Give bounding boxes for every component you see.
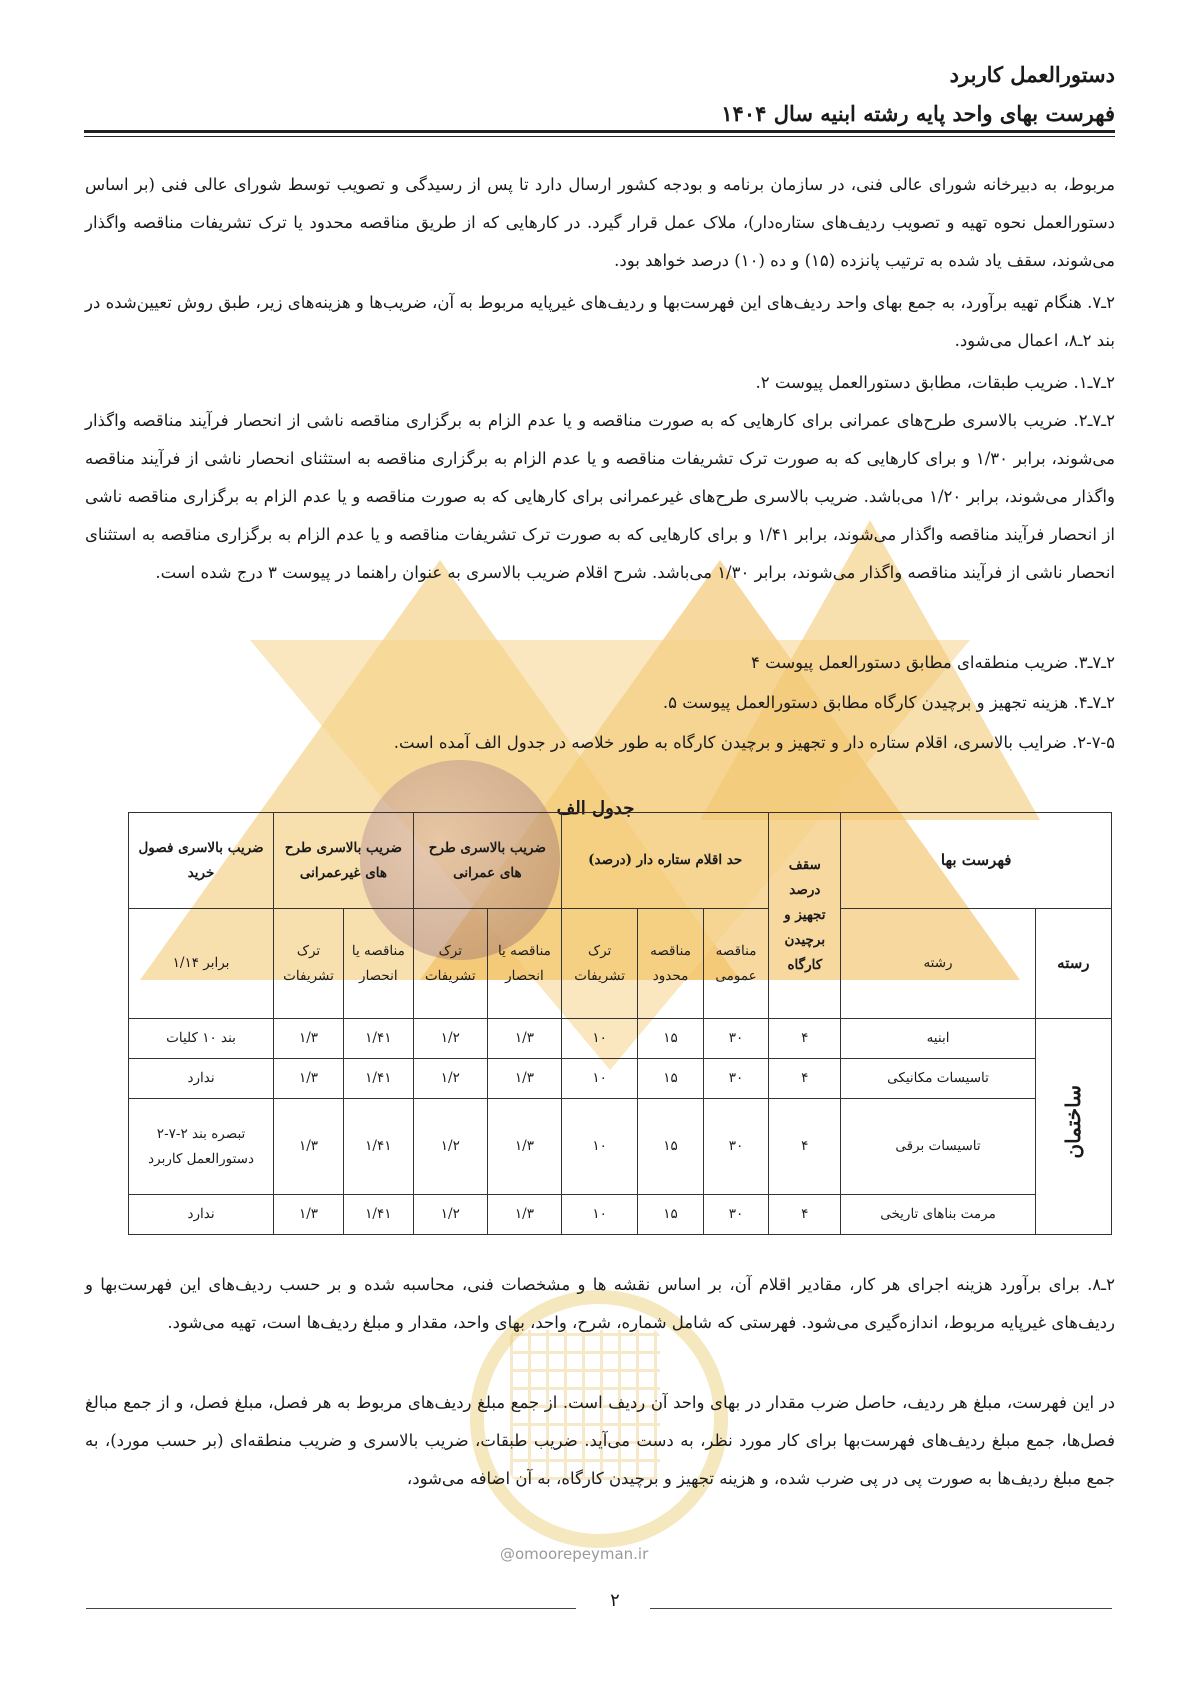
noncivil-waiver-cell: ۱/۳: [274, 1195, 344, 1235]
noncivil-tender-cell: ۱/۴۱: [343, 1059, 413, 1099]
header-rule: [84, 130, 1115, 133]
sub-tender-monopoly: مناقصه یا انحصار: [487, 909, 561, 1019]
header-star-items: حد اقلام ستاره دار (درصد): [562, 813, 769, 909]
sub-limited-tender: مناقصه محدود: [638, 909, 704, 1019]
cap-cell: ۴: [769, 1019, 841, 1059]
limited-cell: ۱۵: [638, 1195, 704, 1235]
limited-cell: ۱۵: [638, 1059, 704, 1099]
waiver-cell: ۱۰: [562, 1099, 638, 1195]
paragraph: ۲ـ۷ـ۲. ضریب بالاسری طرح‌های عمرانی برای کارهایی که به صورت مناقصه و یا عدم الزام به برگزاری مناقصه ناشی از انحصار فرآیند مناقصه واگذار می‌شوند، برابر ۱/۳۰ و برای کارهایی که به صورت ترک تشریفات مناقصه و یا عدم الزام به برگزاری مناقصه به استثنای انحصار ناشی از فرآیند مناقصه واگذار می‌شوند، برابر ۱/۲۰ می‌باشد. ضریب بالاسری طرح‌های غیرعمرانی برای کارهایی که به صورت مناقصه و یا عدم الزام به برگزاری مناقصه ناشی از انحصار فرآیند مناقصه واگذار می‌شوند، برابر ۱/۴۱ و برای کارهایی که به صورت ترک تشریفات مناقصه و یا عدم الزام به برگزاری مناقصه به استثنای انحصار ناشی از فرآیند مناقصه واگذار می‌شوند، برابر ۱/۳۰ می‌باشد. شرح اقلام ضریب بالاسری به عنوان راهنما در پیوست ۳ درج شده است.: [85, 411, 1116, 582]
noncivil-waiver-cell: ۱/۳: [274, 1019, 344, 1059]
table-row: [129, 1019, 1112, 1059]
header-field: رشته: [841, 909, 1035, 1019]
civil-waiver-cell: ۱/۲: [413, 1099, 487, 1195]
waiver-cell: ۱۰: [562, 1059, 638, 1099]
table-caption: جدول الف: [556, 798, 635, 819]
purchase-cell: بند ۱۰ کلیات: [129, 1019, 274, 1059]
purchase-cell: ندارد: [129, 1195, 274, 1235]
noncivil-tender-cell: ۱/۴۱: [343, 1099, 413, 1195]
field-cell: تاسیسات مکانیکی: [841, 1059, 1035, 1099]
field-cell: مرمت بناهای تاریخی: [841, 1195, 1035, 1235]
noncivil-waiver-cell: ۱/۳: [274, 1099, 344, 1195]
sub-waiver: ترک تشریفات: [274, 909, 344, 1019]
table-row: [129, 1059, 1112, 1099]
limited-cell: ۱۵: [638, 1019, 704, 1059]
page-header: [721, 62, 1115, 126]
header-rule: [84, 136, 1115, 137]
public-cell: ۳۰: [703, 1059, 769, 1099]
header-purchase-overhead: ضریب بالاسری فصول خرید: [129, 813, 274, 909]
header-noncivil-overhead: ضریب بالاسری طرح های غیرعمرانی: [274, 813, 414, 909]
public-cell: ۳۰: [703, 1195, 769, 1235]
paragraph: در این فهرست، مبلغ هر ردیف، حاصل ضرب مقدار در بهای واحد آن ردیف است. از جمع مبلغ ردیف‌های مربوط به هر فصل، مبلغ فصل، و از جمع مبالغ فصل‌ها، جمع مبلغ ردیف‌های فهرست‌بها برای کار مورد نظر، به دست می‌آید. ضریب طبقات، ضریب بالاسری و ضریب منطقه‌ای (بر حسب مورد)، به جمع مبلغ ردیف‌ها به صورت پی در پی ضرب شده، و هزینه تجهیز و برچیدن کارگاه، به آن اضافه می‌شود،: [85, 1393, 1115, 1488]
noncivil-tender-cell: ۱/۴۱: [343, 1019, 413, 1059]
public-cell: ۳۰: [703, 1019, 769, 1059]
cap-cell: ۴: [769, 1195, 841, 1235]
cap-cell: ۴: [769, 1099, 841, 1195]
paragraph: ۲-۷-۵. ضرایب بالاسری، اقلام ستاره دار و تجهیز و برچیدن کارگاه به طور خلاصه در جدول الف آمده است.: [393, 733, 1115, 752]
waiver-cell: ۱۰: [562, 1195, 638, 1235]
paragraph: مربوط، به دبیرخانه شورای عالی فنی، در سازمان برنامه و بودجه کشور ارسال دارد تا پس از رسیدگی و تصویب توسط شورای عالی فنی (بر اساس دستورالعمل نحوه تهیه و تصویب ردیف‌های ستاره‌دار)، ملاک عمل قرار گیرد. در کارهایی که از طریق مناقصه محدود یا ترک تشریفات مناقصه واگذار می‌شوند، سقف یاد شده به ترتیب پانزده (۱۵) و ده (۱۰) درصد خواهد بود.: [85, 175, 1115, 270]
civil-waiver-cell: ۱/۲: [413, 1019, 487, 1059]
field-cell: ابنیه: [841, 1019, 1035, 1059]
page-number: ۲: [610, 1590, 620, 1611]
paragraph: ۲ـ۷ـ۴. هزینه تجهیز و برچیدن کارگاه مطابق دستورالعمل پیوست ۵.: [662, 693, 1115, 712]
group-name: ساختمان: [1060, 1085, 1085, 1159]
sub-waiver: ترک تشریفات: [413, 909, 487, 1019]
group-cell: [1035, 1019, 1111, 1235]
civil-tender-cell: ۱/۳: [487, 1059, 561, 1099]
header-title: دستورالعمل کاربرد: [949, 62, 1115, 87]
table-row: [129, 1195, 1112, 1235]
paragraph: ۲ـ۷ـ۳. ضریب منطقه‌ای مطابق دستورالعمل پیوست ۴: [751, 653, 1115, 672]
civil-tender-cell: ۱/۳: [487, 1099, 561, 1195]
header-cap: سقف درصد تجهیز و برچیدن کارگاه: [769, 813, 841, 1019]
sub-tender-monopoly: مناقصه یا انحصار: [343, 909, 413, 1019]
purchase-cell: تبصره بند ۲-۷-۲ دستورالعمل کاربرد: [129, 1099, 274, 1195]
field-cell: تاسیسات برقی: [841, 1099, 1035, 1195]
paragraph: ۲ـ۸. برای برآورد هزینه اجرای هر کار، مقادیر اقلام آن، بر اساس نقشه ها و مشخصات فنی، محاسبه شده و بر حسب ردیف‌های این فهرست‌بها و ردیف‌های غیرپایه مربوط، اندازه‌گیری می‌شود. فهرستی که شامل شماره، شرح، واحد، بهای واحد، مقدار و مبلغ ردیف‌ها است، تهیه می‌شود.: [85, 1275, 1115, 1332]
limited-cell: ۱۵: [638, 1099, 704, 1195]
civil-waiver-cell: ۱/۲: [413, 1059, 487, 1099]
watermark-text: @omoorepeyman.ir: [500, 1545, 649, 1563]
civil-tender-cell: ۱/۳: [487, 1195, 561, 1235]
table-row: [129, 1099, 1112, 1195]
civil-tender-cell: ۱/۳: [487, 1019, 561, 1059]
cap-cell: ۴: [769, 1059, 841, 1099]
header-subtitle: فهرست بهای واحد پایه رشته ابنیه سال ۱۴۰۴: [721, 101, 1115, 126]
civil-waiver-cell: ۱/۲: [413, 1195, 487, 1235]
summary-table: [128, 812, 1112, 1235]
paragraph: ۲ـ۷ـ۱. ضریب طبقات، مطابق دستورالعمل پیوست ۲.: [755, 373, 1115, 392]
footer-rule: [650, 1608, 1112, 1609]
noncivil-tender-cell: ۱/۴۱: [343, 1195, 413, 1235]
header-price-list: فهرست بها: [841, 813, 1112, 909]
footer-rule: [86, 1608, 576, 1609]
header-group: رسته: [1035, 909, 1111, 1019]
purchase-value: برابر ۱/۱۴: [129, 909, 274, 1019]
public-cell: ۳۰: [703, 1099, 769, 1195]
waiver-cell: ۱۰: [562, 1019, 638, 1059]
sub-waiver: ترک تشریفات: [562, 909, 638, 1019]
header-civil-overhead: ضریب بالاسری طرح های عمرانی: [413, 813, 561, 909]
noncivil-waiver-cell: ۱/۳: [274, 1059, 344, 1099]
purchase-cell: ندارد: [129, 1059, 274, 1099]
paragraph: ۲ـ۷. هنگام تهیه برآورد، به جمع بهای واحد ردیف‌های این فهرست‌بها و ردیف‌های غیرپایه مربوط به آن، ضریب‌ها و هزینه‌های زیر، طبق روش تعیین‌شده در بند ۲ـ۸، اعمال می‌شود.: [85, 293, 1115, 350]
sub-public-tender: مناقصه عمومی: [703, 909, 769, 1019]
